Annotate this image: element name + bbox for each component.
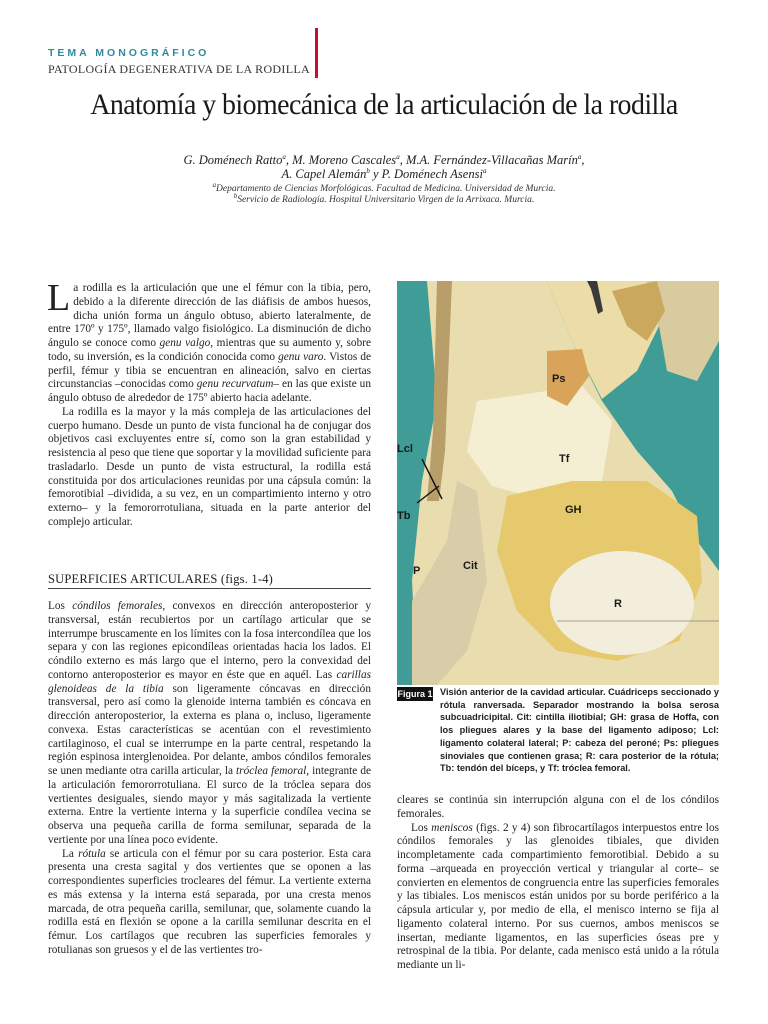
anatomy-photo (397, 281, 719, 685)
author-name: A. Capel Alemán (281, 167, 367, 182)
photo-label-gh: GH (565, 504, 582, 516)
affiliation-mark: a (212, 181, 216, 189)
text-run: , convexos en dirección anteroposterior y transversal, están recubiertos por un cartílago articular que se interrumpe bruscamente en los límites con la fosa intercondílea que los separa y con las regiones epicondíleas orientadas hacia los lados. El cóndilo externo es más largo que el interno, pero la convexidad del contorno anteroposterior es mayor en éste que en aquél. Las (48, 600, 371, 681)
term: genu valgo (159, 337, 211, 349)
photo-label-tb: Tb (397, 510, 411, 522)
text-run: – en las que existe un ángulo obtuso de alrededor de 175º abierto hacia adelante. (48, 378, 371, 404)
author-sup: a (396, 153, 400, 161)
drop-cap: L (47, 277, 71, 319)
intro-paragraph-1 (47, 277, 371, 406)
term: genu varo (278, 350, 324, 363)
author-sup: a (577, 153, 582, 161)
text-run: , mientras que su aumento y, sobre todo, su inversión, es la condición conocida como (48, 337, 371, 363)
section-subtitle: PATOLOGÍA DEGENERATIVA DE LA RODILLA (48, 62, 310, 76)
photo-label-tf: Tf (559, 453, 570, 465)
affiliation-text: Servicio de Radiología. Hospital Universitario Virgen de la Arrixaca. Murcia. (237, 195, 535, 206)
right-column-text (397, 794, 719, 973)
term: genu recurvatum (196, 378, 274, 391)
intro-text (47, 277, 371, 530)
author-sup: b (366, 167, 370, 175)
text-run: . Vistos de perfil, fémur y tibia se encuentran en alineación, salvo en ciertas circunstancias –conocidas como (48, 350, 371, 391)
text-run: son ligeramente cóncavas en dirección transversal, pero así como la glenoide interna también es cóncava en dirección anteroposterior, la externa es plana o, incluso, ligeramente convexa. Estas características se acentúan con el revestimiento cartilaginoso, el cual se interrumpe en la parte central, respetando la región espinosa interglenoidea. Por delante, ambos cóndilos femorales se unen mediante otra carilla articular, la (48, 682, 371, 777)
heading-rule (48, 588, 371, 589)
authors-line-2 (0, 167, 768, 182)
text-run: Los (411, 821, 432, 834)
term: rótula (78, 847, 106, 860)
surfaces-paragraph-1 (48, 600, 371, 848)
photo-label-lcl: Lcl (397, 443, 413, 455)
term: carillas glenoideas de la tibia (48, 668, 371, 695)
text-run: a rodilla es la articulación que une el fémur con la tibia, pero, debido a la diferente dirección de las diáfisis de ambos huesos, dicha unión forma un ángulo obtuso, abierto lateralmente, de entre 170º y 175º, llamado valgo fisiológico. La disminución de dicho ángulo se conoce como (48, 282, 371, 349)
author-name: G. Doménech Ratto (183, 153, 283, 168)
author-name: y P. Doménech Asensi (369, 167, 483, 182)
figure-label: Figura 1 (397, 689, 433, 699)
section-label: TEMA MONOGRÁFICO (48, 47, 210, 59)
author-sep: , (581, 153, 585, 168)
photo-label-p: P (413, 565, 421, 577)
text-run: Los (48, 600, 73, 612)
affiliation-text: Departamento de Ciencias Morfológicas. Facultad de Medicina. Universidad de Murcia. (216, 184, 556, 195)
right-paragraph-2 (397, 822, 719, 973)
affiliation-b (0, 192, 768, 205)
affiliation-mark: b (233, 192, 238, 200)
text-run: La (62, 847, 79, 860)
intro-paragraph-2: La rodilla es la mayor y la más compleja de las articulaciones del cuerpo humano. Desde un punto de vista funcional ha de conjugar dos objetivos casi excluyentes entre sí, como son la gran estabilidad y resistencia al peso que tiene que soportar y la movilidad suficiente para trasladarlo. Desde un punto de vista estructural, la rodilla está constituida por dos articulaciones reunidas por una cápsula común: la femorotibial –dividida, a su vez, en un compartimiento interno y otro externo– y la femororrotuliana, situada en la parte anterior del complejo articular. (48, 405, 371, 528)
right-paragraph-1: cleares se continúa sin interrupción alguna con el de los cóndilos femorales. (397, 794, 719, 820)
surfaces-paragraph-2 (48, 848, 371, 958)
author-sup: a (482, 167, 487, 175)
term: tróclea femoral (236, 765, 307, 777)
text-run: (figs. 2 y 4) son fibrocartílagos interpuestos entre los cóndilos femorales y las glenoides tibiales, que dividen incompletamente cada compartimiento femorotibial. Debido a su forma –arqueada en proyección vertical y triangular al corte– se convierten en elementos de congruencia entre las superficies femorales y las tibiales. Los meniscos están unidos por su borde periférico a la cápsula articular y, por medio de ella, el menisco interno se fija al ligamento colateral interno. Por sus cuernos, ambos meniscos se insertan, mediante ligamentos, en las superficies óseas pre y retrospinal de la tibia. Por delante, cada menisco está unido a la rótula mediante un li- (397, 821, 719, 971)
author-name: , M. Moreno Cascales (285, 153, 397, 168)
surfaces-text (48, 600, 371, 958)
author-name: , M.A. Fernández-Villacañas Marín (399, 153, 578, 168)
photo-label-cit: Cit (463, 560, 478, 572)
photo-label-r: R (614, 598, 622, 610)
authors-line-1 (0, 153, 768, 168)
term: cóndilos femorales (72, 600, 163, 612)
text-run: se articula con el fémur por su cara posterior. Esta cara presenta una cresta sagital y dos vertientes que se oponen a las correspondientes superficies trocleares del fémur. La vertiente externa es más extensa y la interna está separada, por una cresta menos marcada, de otra pequeña carilla, semilunar, que, solamente cuando la rodilla está en flexión se opone a la carilla semilunar descrita en el fémur. Los cartílagos que recubren las superficies femorales y rotulianas son gruesos y el de las vertientes tro- (48, 847, 371, 956)
photo-label-ps: Ps (552, 373, 566, 385)
term: meniscos (431, 821, 473, 834)
figure-caption: Visión anterior de la cavidad articular. Cuádriceps seccionado y rótula ranversada. Separador mostrando la bolsa serosa subcuadricipital. Cit: cintilla iliotibial; GH: grasa de Hoffa, con los pliegues alares y la base del ligamento adiposo; Lcl: ligamento colateral lateral; P: cabeza del peroné; Ps: pliegues sinoviales que contienen grasa; R: cara posterior de la rótula; Tb: tendón del bíceps, y Tf: tróclea femoral. (440, 687, 719, 774)
section-heading: SUPERFICIES ARTICULARES (figs. 1-4) (48, 572, 274, 586)
author-sup: a (282, 153, 286, 161)
text-run: , integrante de la articulación femororrotuliana. El surco de la tróclea separa dos vertientes desiguales, siendo mayor y más sagitalizada la vertiente externa. Entre la vertiente interna y la superficie condílea vecina se observa una pequeña carilla de forma semilunar, separada de la vertiente por una línea poco evidente. (48, 765, 371, 846)
article-title: Anatomía y biomecánica de la articulación de la rodilla (90, 88, 678, 121)
patella-shape (550, 551, 694, 655)
header-accent-bar (315, 28, 318, 78)
